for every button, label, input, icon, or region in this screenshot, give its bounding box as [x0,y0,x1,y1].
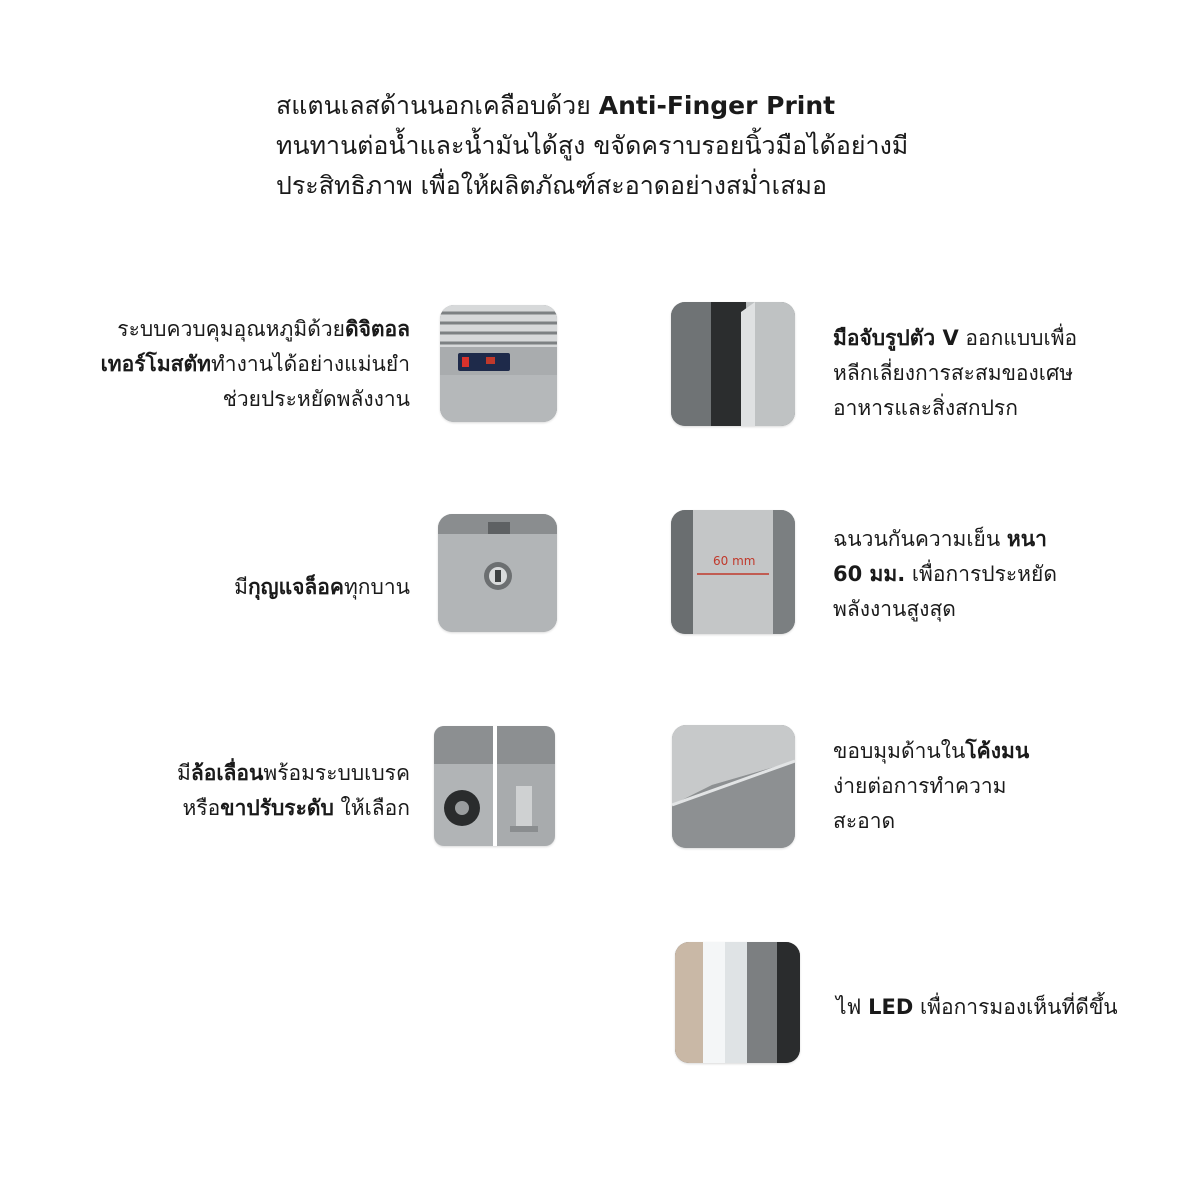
intro-line-1: สแตนเลสด้านนอกเคลือบด้วย Anti-Finger Print [276,91,836,120]
intro-line-3: ประสิทธิภาพ เพื่อให้ผลิตภัณฑ์สะอาดอย่างสม่ำเสมอ [276,171,827,200]
lock-illustration [438,514,557,632]
intro-highlight: Anti-Finger Print [598,91,836,120]
feature-thermostat-text: ระบบควบคุมอุณหภูมิด้วยดิจิตอล เทอร์โมสตัททำงานได้อย่างแม่นยำ ช่วยประหยัดพลังงาน [100,317,410,411]
feature-wheels-text: มีล้อเลื่อนพร้อมระบบเบรค หรือขาปรับระดับ ให้เลือก [177,761,410,820]
insulation-thickness-label: 60 mm [713,554,756,568]
corners-illustration [672,725,795,848]
insulation-photo [671,510,795,634]
insulation-illustration [671,510,795,634]
corners-photo [672,725,795,848]
feature-lock-text: มีกุญแจล็อคทุกบาน [234,575,410,599]
led-illustration [675,942,800,1063]
thermostat-illustration [440,305,557,422]
led-photo [675,942,800,1063]
handle-illustration [671,302,795,426]
intro-paragraph [276,86,1136,206]
feature-led-text: ไฟ LED เพื่อการมองเห็นที่ดีขึ้น [836,995,1118,1019]
lock-photo [438,514,557,632]
handle-photo [671,302,795,426]
wheels-photo [434,726,555,846]
intro-line-2: ทนทานต่อน้ำและน้ำมันได้สูง ขจัดคราบรอยนิ้วมือได้อย่างมี [276,131,909,160]
feature-corners-text: ขอบมุมด้านในโค้งมน ง่ายต่อการทำความ สะอาด [833,739,1030,833]
thermostat-photo [440,305,557,422]
feature-handle-text: มือจับรูปตัว V ออกแบบเพื่อ หลีกเลี่ยงการสะสมของเศษ อาหารและสิ่งสกปรก [833,326,1078,420]
wheels-illustration [434,726,555,846]
feature-insulation-text: ฉนวนกันความเย็น หนา 60 มม. เพื่อการประหยัด พลังงานสูงสุด [833,527,1057,621]
